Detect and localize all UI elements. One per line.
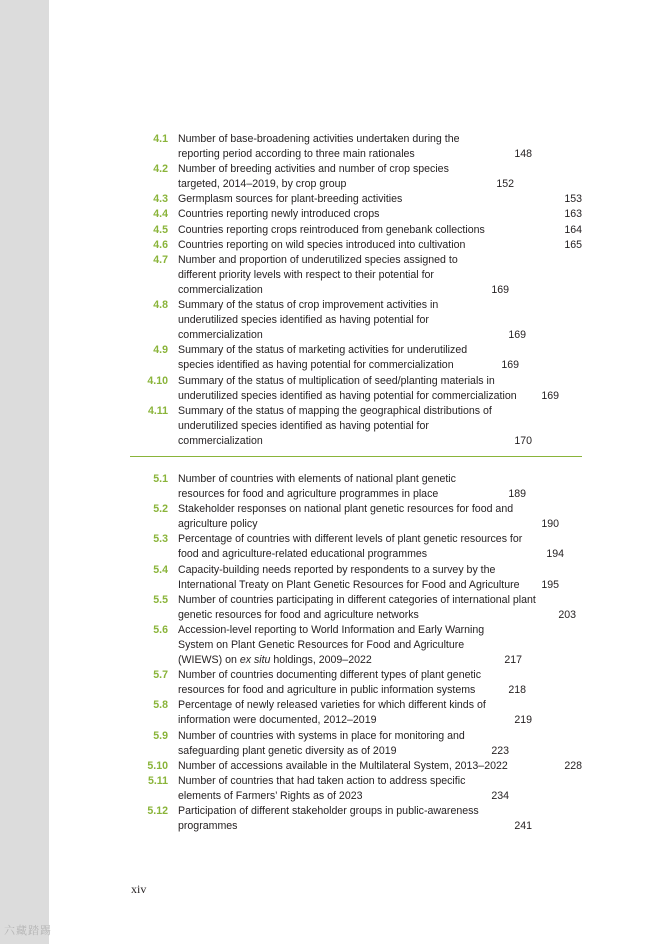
toc-entry[interactable] — [130, 502, 582, 532]
toc-entry[interactable] — [130, 593, 582, 623]
entry-number: 4.6 — [153, 238, 168, 251]
entry-number: 5.7 — [153, 669, 168, 682]
entry-title-italic: ex situ — [239, 654, 271, 667]
entry-page: 194 — [546, 548, 564, 561]
entry-number: 4.10 — [147, 374, 168, 387]
entry-page: 164 — [564, 223, 582, 236]
toc-entry[interactable] — [130, 668, 582, 698]
entry-title: Summary of the status of mapping the geographical distributions of underutilized species identified as having potential for commercialization — [178, 404, 492, 447]
entry-number: 4.5 — [153, 223, 168, 236]
toc-entry[interactable] — [130, 192, 582, 207]
entry-number: 4.8 — [153, 299, 168, 312]
toc-entry[interactable] — [130, 729, 582, 759]
toc-entry[interactable] — [130, 343, 582, 373]
entry-page: 152 — [496, 178, 514, 191]
entry-number: 4.11 — [147, 404, 168, 417]
entry-page: 189 — [508, 488, 526, 501]
entry-title: Stakeholder responses on national plant genetic resources for food and agriculture policy — [178, 503, 514, 531]
entry-number: 5.8 — [153, 699, 168, 712]
entry-number: 5.6 — [153, 623, 168, 636]
entry-page: 228 — [564, 759, 582, 772]
toc-entry[interactable] — [130, 238, 582, 253]
entry-title: Number of breeding activities and number of crop species targeted, 2014–2019, by crop group — [178, 163, 449, 191]
entry-title: Number of base-broadening activities undertaken during the reporting period according to three main rationales — [178, 133, 460, 161]
entry-title: Percentage of newly released varieties for which different kinds of information were documented, 2012–2019 — [178, 699, 486, 727]
entry-title: Countries reporting on wild species introduced into cultivation — [178, 238, 466, 251]
entry-number: 5.11 — [147, 774, 168, 787]
entry-page: 219 — [514, 714, 532, 727]
entry-title: Summary of the status of multiplication of seed/planting materials in underutilized species identified as having potential for commercialization — [178, 374, 517, 402]
entry-title: Number of accessions available in the Multilateral System, 2013–2022 — [178, 759, 508, 772]
entry-number: 5.9 — [153, 729, 168, 742]
entry-number: 5.10 — [147, 759, 168, 772]
toc-entry[interactable] — [130, 404, 582, 449]
entry-title-part: Accession-level reporting to World Information and Early Warning System on Plant Genetic Resources for Food and Agriculture (WIEWS) on — [178, 623, 485, 667]
entry-page: 241 — [514, 820, 532, 833]
entry-page: 153 — [564, 193, 582, 206]
entry-number: 5.4 — [153, 563, 168, 576]
toc-entry[interactable] — [130, 759, 582, 774]
entry-number: 4.4 — [153, 208, 168, 221]
side-band — [0, 0, 49, 944]
entry-page: 223 — [491, 744, 509, 757]
entry-page: 148 — [514, 148, 532, 161]
entry-page: 218 — [508, 684, 526, 697]
toc-entry[interactable] — [130, 698, 582, 728]
entry-number: 4.2 — [153, 163, 168, 176]
entry-number: 4.9 — [153, 344, 168, 357]
toc-entry[interactable] — [130, 774, 582, 804]
toc-entry[interactable] — [130, 207, 582, 222]
entry-number: 5.5 — [153, 593, 168, 606]
entry-page: 169 — [541, 389, 559, 402]
toc-entry[interactable] — [130, 162, 582, 192]
toc-entry[interactable] — [130, 374, 582, 404]
entry-title: Percentage of countries with different levels of plant genetic resources for food and agriculture-related educational programmes — [178, 533, 523, 561]
section-divider — [130, 456, 582, 457]
toc-entry[interactable] — [130, 472, 582, 502]
entry-title: Countries reporting newly introduced crops — [178, 208, 380, 221]
toc-entry[interactable] — [130, 223, 582, 238]
toc-entry[interactable] — [130, 298, 582, 343]
entry-title: Countries reporting crops reintroduced from genebank collections — [178, 223, 485, 236]
entry-page: 169 — [491, 283, 509, 296]
entry-number: 4.1 — [153, 133, 168, 145]
entry-number: 5.2 — [153, 503, 168, 516]
toc-entry[interactable] — [130, 132, 582, 162]
entry-title: Number of countries participating in different categories of international plant genetic resources for food and agriculture networks — [178, 593, 536, 621]
entry-page: 163 — [564, 208, 582, 221]
table-of-contents — [130, 132, 582, 834]
entry-title: Number and proportion of underutilized species assigned to different priority levels with respect to their potential for commercialization — [178, 253, 458, 296]
entry-page: 170 — [514, 434, 532, 447]
toc-entry[interactable] — [130, 623, 582, 668]
toc-entry[interactable] — [130, 563, 582, 593]
entry-page: 169 — [501, 359, 519, 372]
entry-title: Summary of the status of marketing activities for underutilized species identified as having potential for commercialization — [178, 344, 468, 372]
entry-title — [178, 623, 494, 668]
entry-number: 5.3 — [153, 533, 168, 546]
entry-title-part: holdings, 2009–2022 — [270, 654, 372, 667]
entry-title: Participation of different stakeholder groups in public-awareness programmes — [178, 805, 479, 833]
entry-number: 4.7 — [153, 253, 168, 266]
entry-title: Summary of the status of crop improvement activities in underutilized species identified as having potential for commercialization — [178, 299, 439, 342]
entry-page: 217 — [504, 654, 522, 667]
entry-page: 203 — [558, 608, 576, 621]
entry-page: 195 — [541, 578, 559, 591]
entry-number: 4.3 — [153, 193, 168, 206]
entry-page: 165 — [564, 238, 582, 251]
toc-entry[interactable] — [130, 253, 582, 298]
page-number: xiv — [131, 882, 147, 896]
entry-title: Germplasm sources for plant-breeding activities — [178, 193, 403, 206]
entry-title: Capacity-building needs reported by respondents to a survey by the International Treaty on Plant Genetic Resources for Food and Agriculture — [178, 563, 520, 591]
entry-title: Number of countries with elements of national plant genetic resources for food and agriculture programmes in place — [178, 472, 456, 501]
entry-title: Number of countries with systems in place for monitoring and safeguarding plant genetic diversity as of 2019 — [178, 729, 465, 757]
entry-page: 234 — [491, 789, 509, 802]
toc-entry[interactable] — [130, 532, 582, 562]
entry-page: 169 — [508, 329, 526, 342]
entry-number: 5.12 — [147, 805, 168, 818]
entry-title: Number of countries that had taken action to address specific elements of Farmers’ Rights as of 2023 — [178, 774, 466, 802]
toc-entry[interactable] — [130, 804, 582, 834]
entry-title: Number of countries documenting different types of plant genetic resources for food and agriculture in public information systems — [178, 669, 482, 697]
entry-number: 5.1 — [153, 472, 168, 485]
entry-page: 190 — [541, 518, 559, 531]
watermark: 六藏踏踢 — [4, 925, 52, 937]
